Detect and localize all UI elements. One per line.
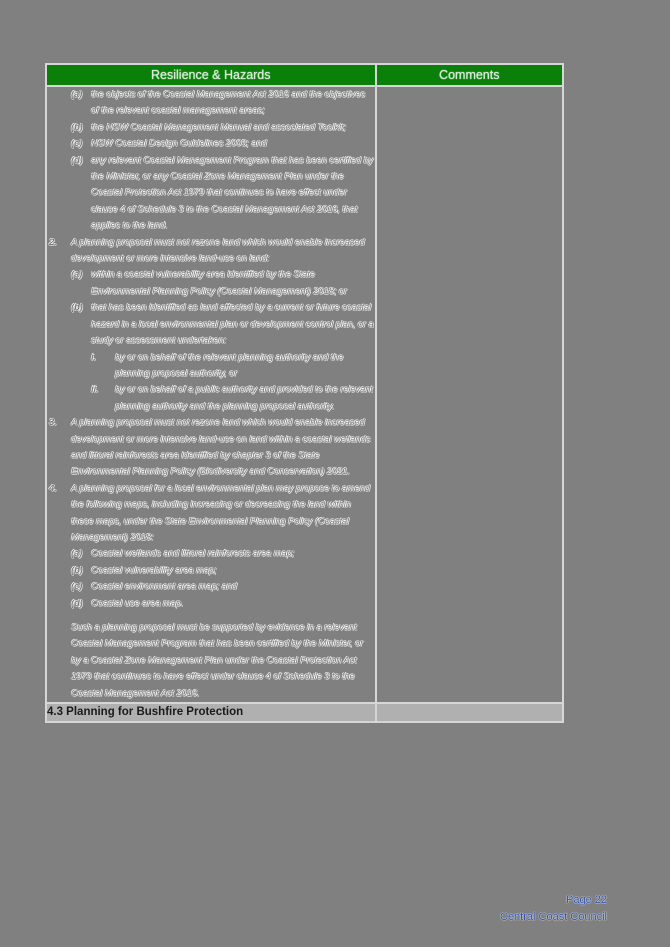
table-header-row <box>46 64 563 86</box>
list-text: A planning proposal must not rezone land which would enable increased development or more intensive land-use on land: <box>71 236 365 265</box>
list-item-2 <box>47 235 375 268</box>
list-text: by or on behalf of the relevant planning authority and the planning proposal authority, or <box>115 351 344 379</box>
section-row <box>46 703 563 722</box>
list-text: the NSW Coastal Management Manual and associated Toolkit; <box>91 121 346 133</box>
list-label: (a) <box>71 269 83 281</box>
list-text: Coastal wetlands and littoral rainforests area map; <box>91 548 295 560</box>
page-number: Page 22 <box>566 894 607 906</box>
requirements-cell <box>46 86 376 703</box>
list-text: within a coastal vulnerability area identified by the State Environmental Planning Policy (Coastal Management) 2018; or <box>91 269 347 297</box>
list-text: A planning proposal must not rezone land which would enable increased development or more intensive land-use on land within a coastal wetlands and littoral rainforests area identified by chapter 3 of the State Environmental Planning Policy (Biodiversity and Conservation) 2021. <box>71 417 371 478</box>
list-item <box>47 136 375 152</box>
comments-cell[interactable] <box>376 86 563 703</box>
list-item <box>47 382 375 415</box>
list-label: (d) <box>71 597 83 609</box>
page-footer <box>500 892 607 926</box>
list-label: (c) <box>71 138 83 150</box>
organisation-name: Central Coast Council <box>500 911 607 923</box>
list-label: i. <box>91 351 96 363</box>
list-label: (b) <box>71 564 83 576</box>
list-number: 4. <box>49 482 57 494</box>
section-heading-bushfire: 4.3 Planning for Bushfire Protection <box>46 703 376 722</box>
header-comments: Comments <box>376 64 563 86</box>
list-text: the objects of the Coastal Management Act 2016 and the objectives of the relevant coastal management areas; <box>91 89 366 117</box>
list-item <box>47 153 375 235</box>
header-resilience-hazards: Resilience & Hazards <box>46 64 376 86</box>
list-label: (c) <box>71 581 83 593</box>
list-item <box>47 546 375 562</box>
list-item-4 <box>47 481 375 547</box>
list-label: (b) <box>71 121 83 133</box>
list-number: 3. <box>49 417 57 429</box>
list-item <box>47 579 375 595</box>
list-text: Coastal vulnerability area map; <box>91 564 217 576</box>
list-text: any relevant Coastal Management Program that has been certified by the Minister, or any Coastal Zone Management Plan under the Coastal Protection Act 1979 that continues to have effect under clause 4 of Schedule 3 to the Coastal Management Act 2016, that applies to the land. <box>91 154 374 232</box>
list-text: NSW Coastal Design Guidelines 2003; and <box>91 138 267 150</box>
list-item <box>47 87 375 120</box>
list-item <box>47 120 375 136</box>
list-text: Coastal environment area map; and <box>91 581 237 593</box>
list-text: by or on behalf of a public authority and provided to the relevant planning authority and the planning proposal authority. <box>115 384 373 412</box>
list-item-3 <box>47 415 375 481</box>
section-comments-cell[interactable] <box>376 703 563 722</box>
list-label: (a) <box>71 548 83 560</box>
list-text: A planning proposal for a local environmental plan may propose to amend the following maps, including increasing or decreasing the land within these maps, under the State Environmental Planning Policy (Coastal Management) 2018: <box>71 482 371 543</box>
list-label: (d) <box>71 154 83 166</box>
list-number: 2. <box>49 236 57 248</box>
list-item <box>47 596 375 612</box>
list-label: ii. <box>91 384 99 396</box>
list-label: (a) <box>71 89 83 100</box>
list-label: (b) <box>71 302 83 314</box>
resilience-hazards-table <box>45 63 564 723</box>
list-item <box>47 563 375 579</box>
list-item <box>47 267 375 300</box>
table-row <box>46 86 563 703</box>
list-text: that has been identified as land affected by a current or future coastal hazard in a local environmental plan or development control plan, or a study or assessment undertaken: <box>91 302 374 347</box>
list-item <box>47 350 375 383</box>
list-item <box>47 300 375 349</box>
list-text: Coastal use area map. <box>91 597 184 609</box>
closing-paragraph: Such a planning proposal must be supported by evidence in a relevant Coastal Management Program that has been certified by the Minister, or by a Coastal Zone Management Plan under the Coastal Protection Act 1979 that continues to have effect under clause 4 of Schedule 3 to the Coastal Management Act 2016. <box>71 622 364 699</box>
